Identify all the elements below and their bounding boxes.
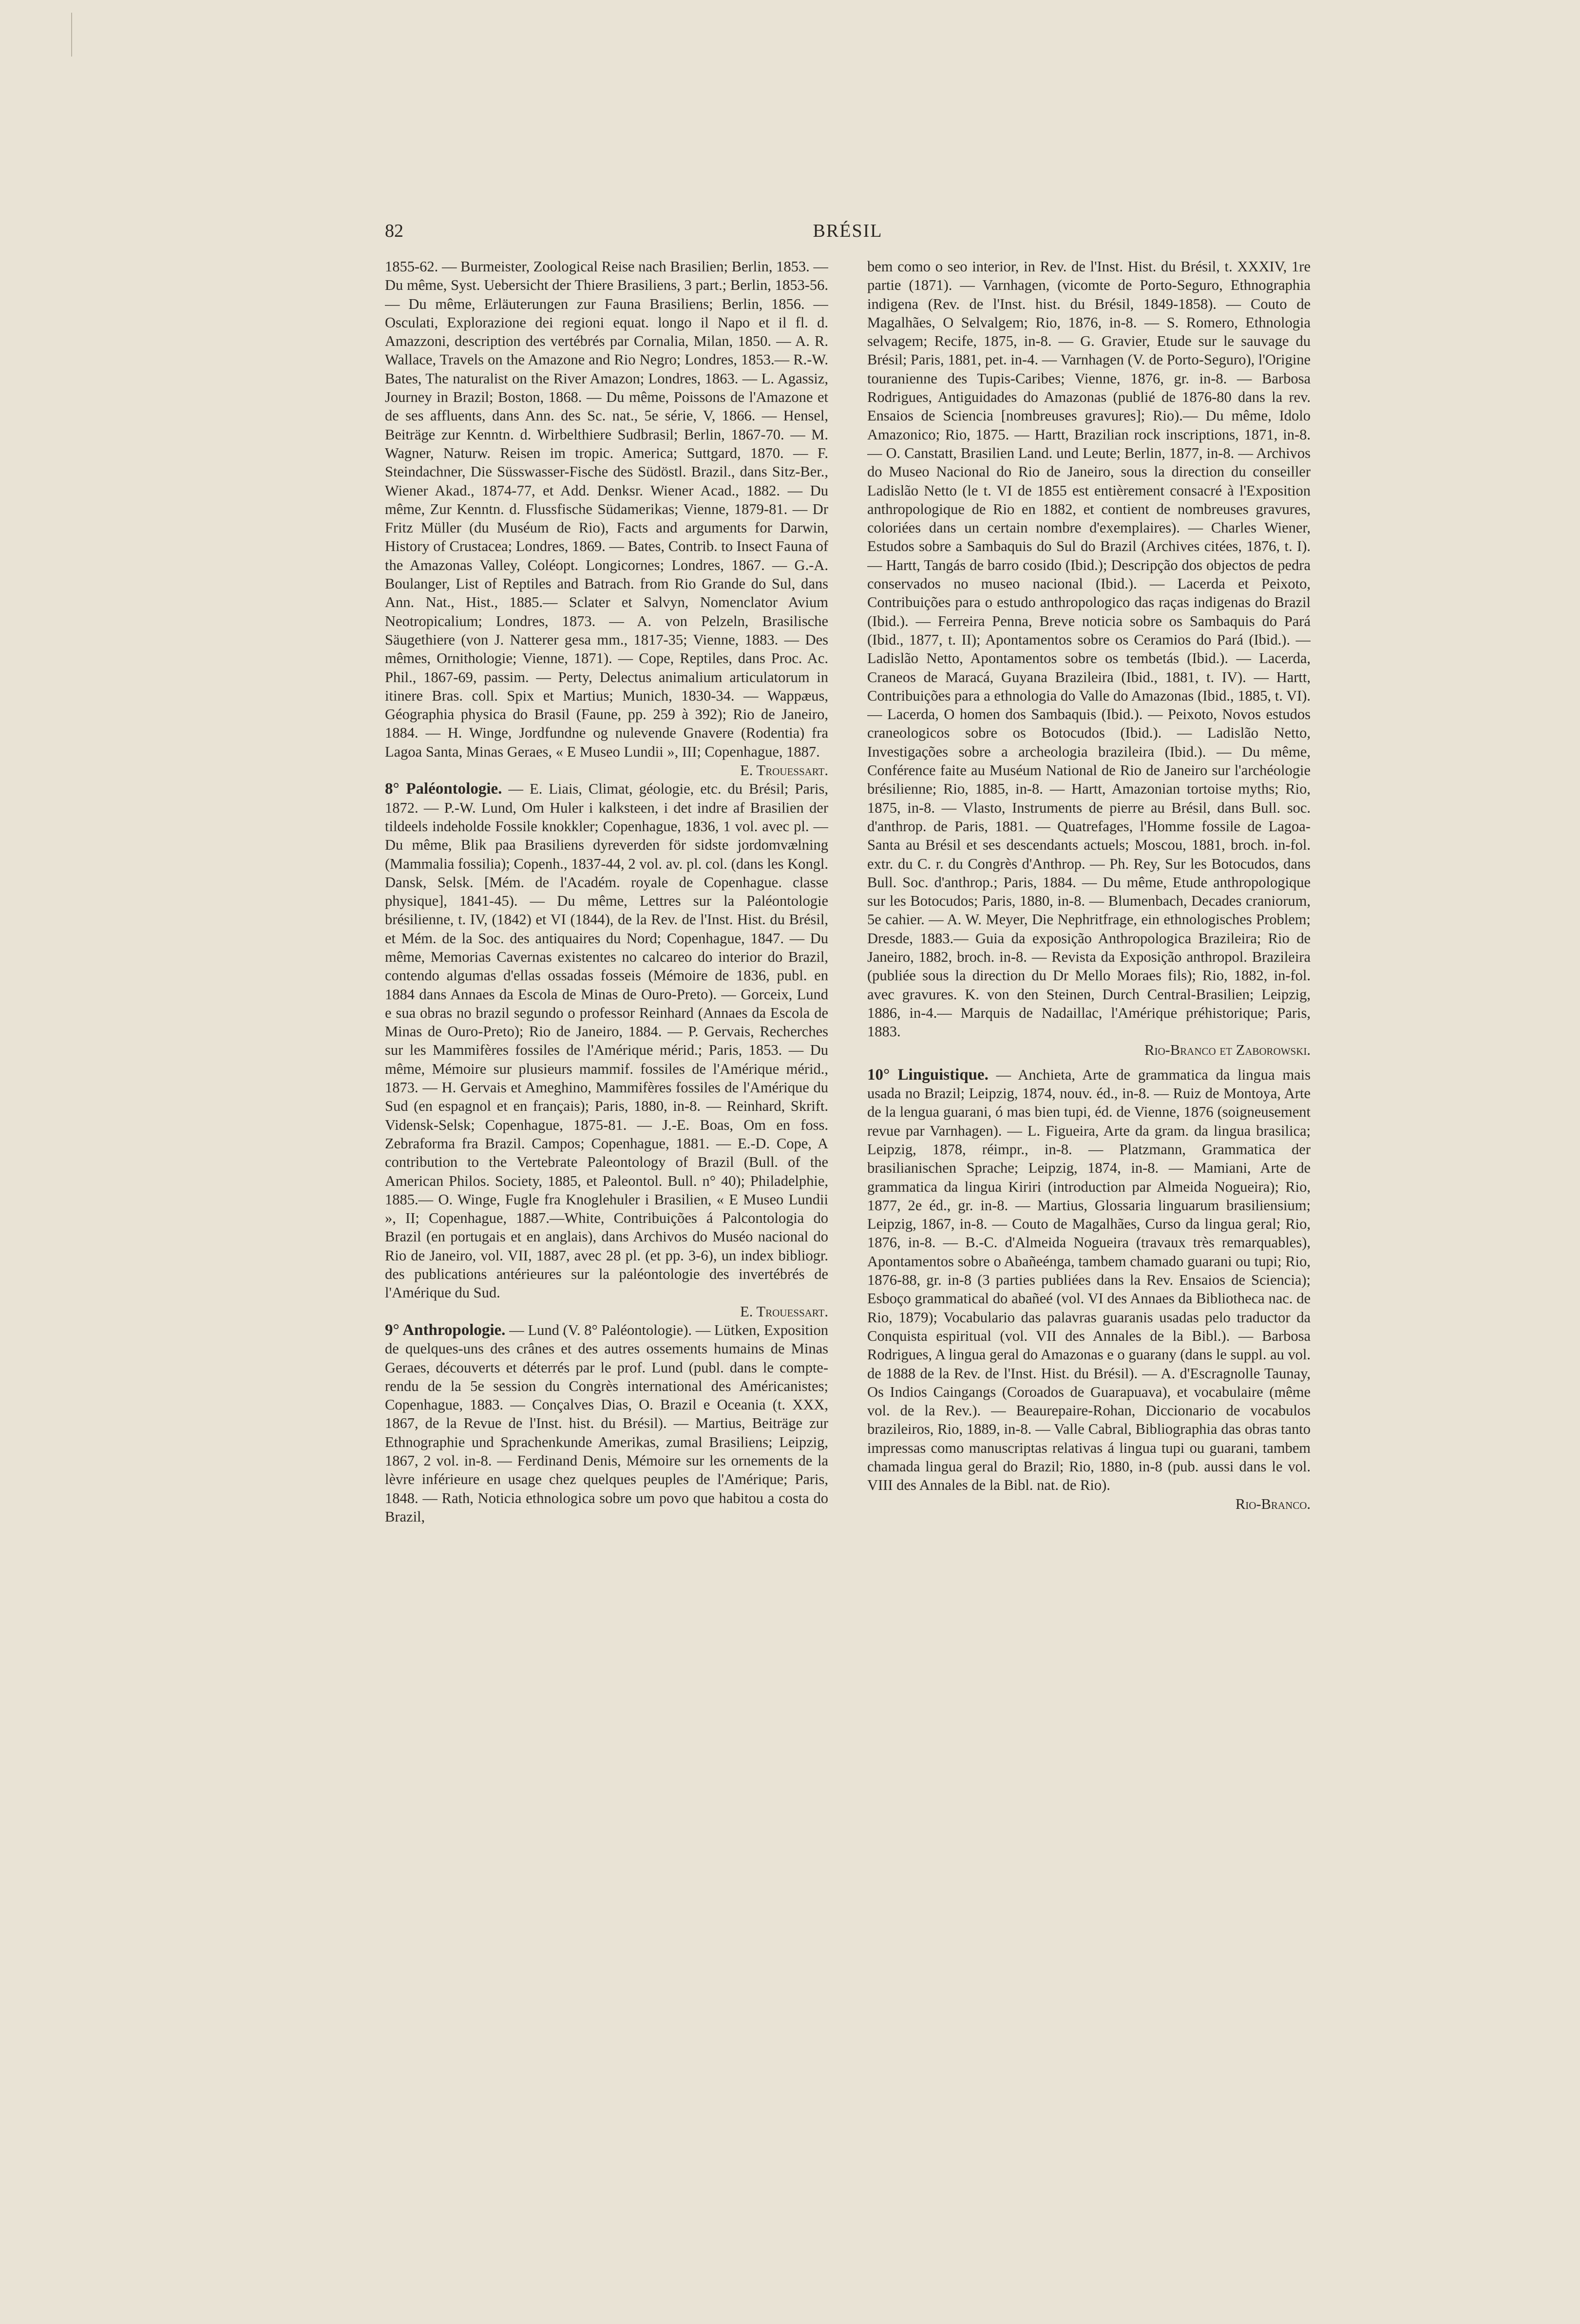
- author-signature: E. Trouessart.: [740, 762, 828, 779]
- page-header: [385, 220, 1311, 249]
- section-anthropology: [385, 1321, 828, 1526]
- paragraph-text: 1855-62. — Burmeister, Zoological Reise nach Brasilien; Berlin, 1853. — Du même, Syst. Uebersicht der Thiere Brasiliens, 3 part.; Berlin, 1853-56. — Du même, Erläuterungen zur Fauna Brasiliens; Berlin, 1856. — Osculati, Explorazione dei regioni equat. longo il Napo et il fl. d. Amazzoni, description des vertébrés par Cornalia, Milan, 1850. — A. R. Wallace, Travels on the Amazone and Rio Negro; Londres, 1853.— R.-W. Bates, The naturalist on the River Amazon; Londres, 1863. — L. Agassiz, Journey in Brazil; Boston, 1868. — Du même, Poissons de l'Amazone et de ses affluents, dans Ann. des Sc. nat., 5e série, V, 1866. — Hensel, Beiträge zur Kenntn. d. Wirbelthiere Sudbrasil; Berlin, 1867-70. — M. Wagner, Naturw. Reisen im tropic. America; Suttgard, 1870. — F. Steindachner, Die Süsswasser-Fische des Südöstl. Brazil., dans Sitz-Ber., Wiener Akad., 1874-77, et Add. Denksr. Wiener Acad., 1882. — Du même, Zur Kenntn. d. Flussfische Südamerikas; Vienne, 1879-81. — Dr Fritz Müller (du Muséum de Rio), Facts and arguments for Darwin, History of Crustacea; Londres, 1869. — Bates, Contrib. to Insect Fauna of the Amazonas Valley, Coléopt. Longicornes; Londres, 1867. — G.-A. Boulanger, List of Reptiles and Batrach. from Rio Grande do Sul, dans Ann. Nat., Hist., 1885.— Sclater et Salvyn, Nomenclator Avium Neotropicalium; Londres, 1873. — A. von Pelzeln, Brasilische Säugethiere (von J. Natterer gesa mm., 1817-35; Vienne, 1883. — Des mêmes, Ornithologie; Vienne, 1871). — Cope, Reptiles, dans Proc. Ac. Phil., 1867-69, passim. — Perty, Delectus animalium articulatorum in itinere Bras. coll. Spix et Martius; Munich, 1830-34. — Wappæus, Géographia physica do Brasil (Faune, pp. 259 à 392); Rio de Janeiro, 1884. — H. Winge, Jordfundne og nulevende Gnavere (Rodentia) fra Lagoa Santa, Minas Geraes, « E Museo Lundii », III; Copenhague, 1887.: [385, 258, 828, 760]
- text-columns: [385, 257, 1311, 1982]
- running-title: BRÉSIL: [813, 221, 883, 241]
- author-signature: Rio-Branco et Zaborowski.: [1144, 1042, 1311, 1059]
- right-column: [867, 257, 1311, 1982]
- page-number: 82: [385, 221, 403, 241]
- section-text: — E. Liais, Climat, géologie, etc. du Brésil; Paris, 1872. — P.-W. Lund, Om Huler i kalksteen, i det indre af Brasilien der tildeels indeholde Fossile knokkler; Copenhague, 1836, 1 vol. avec pl. — Du même, Blik paa Brasiliens dyreverden för sidste jordomvælning (Mammalia fossilia); Copenh., 1837-44, 2 vol. av. pl. col. (dans les Kongl. Dansk, Selsk. [Mém. de l'Académ. royale de Copenhague. classe physique], 1841-45). — Du même, Lettres sur la Paléontologie brésilienne, t. IV, (1842) et VI (1844), de la Rev. de l'Inst. Hist. du Brésil, et Mém. de la Soc. des antiquaires du Nord; Copenhague, 1847. — Du même, Memorias Cavernas existentes no calcareo do interior do Brazil, contendo algumas d'ellas ossadas fosseis (Mémoire de 1836, publ. en 1884 dans Annaes da Escola de Minas de Ouro-Preto). — Gorceix, Lund e sua obras no brazil segundo o professor Reinhard (Annaes da Escola de Minas de Ouro-Preto); Rio de Janeiro, 1884. — P. Gervais, Recherches sur les Mammifères fossiles de l'Amérique mérid.; Paris, 1853. — Du même, Mémoire sur plusieurs mammif. fossiles de l'Amérique mérid., 1873. — H. Gervais et Ameghino, Mammifères fossiles de l'Amérique du Sud (en espagnol et en français); Paris, 1880, in-8. — Reinhard, Skrift. Vidensk-Selsk; Copenhague, 1875-81. — J.-E. Boas, Om en foss. Zebraforma fra Brazil. Campos; Copenhague, 1881. — E.-D. Cope, A contribution to the Vertebrate Paleontology of Brazil (Bull. of the American Philos. Society, 1885, et Paleontol. Bull. n° 40); Philadelphie, 1885.— O. Winge, Fugle fra Knoglehuler i Brasilien, « E Museo Lundii », II; Copenhague, 1887.—White, Contribuições á Palcontologia do Brazil (en portugais et en anglais), dans Archivos do Muséo nacional do Rio de Janeiro, vol. VII, 1887, avec 28 pl. (et pp. 3-6), un index bibliogr. des publications antérieures sur la paléontologie des invertébrés de l'Amérique du Sud.: [385, 781, 828, 1301]
- author-signature: Rio-Branco.: [1235, 1495, 1311, 1512]
- section-title-paleontology: 8° Paléontologie.: [385, 780, 502, 798]
- section-paleontology: [385, 780, 828, 1321]
- author-signature: E. Trouessart.: [740, 1303, 828, 1320]
- left-column: [385, 257, 828, 1982]
- section-linguistics: [867, 1066, 1311, 1513]
- zoology-bibliography-continued: [385, 257, 828, 780]
- paragraph-text: bem como o seo interior, in Rev. de l'Inst. Hist. du Brésil, t. XXXIV, 1re partie (1871). — Varnhagen, (vicomte de Porto-Seguro, Ethnographia indigena (Rev. de l'Inst. hist. du Brésil, 1849-1858). — Couto de Magalhães, O Selvalgem; Rio, 1876, in-8. — S. Romero, Ethnologia selvagem; Recife, 1875, in-8. — G. Gravier, Etude sur le sauvage du Brésil; Paris, 1881, pet. in-4. — Varnhagen (V. de Porto-Seguro), l'Origine touranienne des Tupis-Caribes; Vienne, 1876, gr. in-8. — Barbosa Rodrigues, Antiguidades do Amazonas (publié de 1876-80 dans la rev. Ensaios de Sciencia [nombreuses gravures]; Rio).— Du même, Idolo Amazonico; Rio, 1875. — Hartt, Brazilian rock inscriptions, 1871, in-8. — O. Canstatt, Brasilien Land. und Leute; Berlin, 1877, in-8. — Archivos do Museo Nacional do Rio de Janeiro, sous la direction du conseiller Ladislão Netto (le t. VI de 1855 est entièrement consacré à l'Exposition anthropologique de Rio en 1882, et contient de nombreuses gravures, coloriées dans un certain nombre d'exemplaires). — Charles Wiener, Estudos sobre a Sambaquis do Sul do Brazil (Archives citées, 1876, t. I). — Hartt, Tangás de barro cosido (Ibid.); Descripção dos objectos de pedra conservados no museo nacional (Ibid.). — Lacerda et Peixoto, Contribuições para o estudo anthropologico das raças indigenas do Brazil (Ibid.). — Ferreira Penna, Breve noticia sobre os Sambaquis do Pará (Ibid., 1877, t. II); Apontamentos sobre os Ceramios do Pará (Ibid.). — Ladislão Netto, Apontamentos sobre os tembetás (Ibid.). — Lacerda, Craneos de Maracá, Guyana Brazileira (Ibid., 1881, t. IV). — Hartt, Contribuições para a ethnologia do Valle do Amazonas (Ibid., 1885, t. VI). — Lacerda, O homen dos Sambaquis (Ibid.). — Peixoto, Novos estudos craneologicos sobre os Botocudos (Ibid.). — Ladislão Netto, Investigações sobre a archeologia brazileira (Ibid.). — Du même, Conférence faite au Muséum National de Rio de Janeiro sur l'archéologie brésilienne; Rio, 1885, in-8. — Hartt, Amazonian tortoise myths; Rio, 1875, in-8. — Vlasto, Instruments de pierre au Brésil, dans Bull. soc. d'anthrop. de Paris, 1881. — Quatrefages, l'Homme fossile de Lagoa-Santa au Brésil et ses descendants actuels; Moscou, 1881, broch. in-fol. extr. du C. r. du Congrès d'Anthrop. — Ph. Rey, Sur les Botocudos, dans Bull. Soc. d'anthrop.; Paris, 1884. — Du même, Etude anthropologique sur les Botocudos; Paris, 1880, in-8. — Blumenbach, Decades craniorum, 5e cahier. — A. W. Meyer, Die Nephritfrage, ein ethnologisches Problem; Dresde, 1883.— Guia da exposição Anthropologica Brazileira; Rio de Janeiro, 1882, broch. in-8. — Revista da Exposição anthropol. Brazileira (publiée sous la direction du Dr Mello Moraes fils); Rio, 1882, in-fol. avec gravures. K. von den Steinen, Durch Central-Brasilien; Leipzig, 1886, in-4.— Marquis de Nadaillac, l'Amérique préhistorique; Paris, 1883.: [867, 258, 1311, 1040]
- section-text: — Anchieta, Arte de grammatica da lingua mais usada no Brazil; Leipzig, 1874, nouv. éd., in-8. — Ruiz de Montoya, Arte de la lengua guarani, ó mas bien tupi, éd. de Vienne, 1876 (soigneusement revue par Varnhagen). — L. Figueira, Arte da gram. da lingua brasilica; Leipzig, 1878, réimpr., in-8. — Platzmann, Grammatica der brasilianischen Sprache; Leipzig, 1874, in-8. — Mamiani, Arte de grammatica da lingua Kiriri (introduction par Almeida Nogueira); Rio, 1877, 2e éd., gr. in-8. — Martius, Glossaria linguarum brasiliensium; Leipzig, 1867, in-8. — Couto de Magalhães, Curso da lingua geral; Rio, 1876, in-8. — B.-C. d'Almeida Nogueira (travaux très remarquables), Apontamentos sobre o Abañeénga, tambem chamado guarani ou tupi; Rio, 1876-88, gr. in-8 (3 parties publiées dans la Rev. Ensaios de Sciencia); Esboço grammatical do abañeé (vol. VI des Annaes da Bibliotheca nac. de Rio, 1879); Vocabulario das palavras guaranis usadas pelo traductor da Conquista espiritual (vol. VII des Annales de la Bibl.). — Barbosa Rodrigues, A lingua geral do Amazonas e o guarany (dans le suppl. au vol. de 1888 de la Rev. de l'Inst. Hist. du Brésil). — A. d'Escragnolle Taunay, Os Indios Caingangs (Coroados de Guarapuava), et vocabulaire (même vol. de la Rev.). — Beaurepaire-Rohan, Diccionario de vocabulos brazileiros, Rio, 1889, in-8. — Valle Cabral, Bibliographia das obras tanto impressas como manuscriptas relativas á lingua tupi ou guarani, tambem chamada lingua geral do Brazil; Rio, 1880, in-8 (pub. aussi dans le vol. VIII des Annales de la Bibl. nat. de Rio).: [867, 1066, 1311, 1494]
- scan-margin-mark: [71, 13, 72, 57]
- section-title-linguistics: 10° Linguistique.: [867, 1066, 989, 1084]
- section-text: — Lund (V. 8° Paléontologie). — Lütken, Exposition de quelques-uns des crânes et des autres ossements humains de Minas Geraes, découverts et déterrés par le prof. Lund (publ. dans le compte-rendu de la 5e session du Congrès international des Américanistes; Copenhague, 1883. — Conçalves Dias, O. Brazil e Oceania (t. XXX, 1867, de la Revue de l'Inst. hist. du Brésil). — Martius, Beiträge zur Ethnographie und Sprachenkunde Amerikas, zumal Brasiliens; Leipzig, 1867, 2 vol. in-8. — Ferdinand Denis, Mémoire sur les ornements de la lèvre inférieure en usage chez quelques peuples de l'Amérique; Paris, 1848. — Rath, Noticia ethnologica sobre um povo que habitou a costa do Brazil,: [385, 1321, 828, 1525]
- anthropology-bibliography-continued: [867, 257, 1311, 1060]
- section-title-anthropology: 9° Anthropologie.: [385, 1321, 506, 1339]
